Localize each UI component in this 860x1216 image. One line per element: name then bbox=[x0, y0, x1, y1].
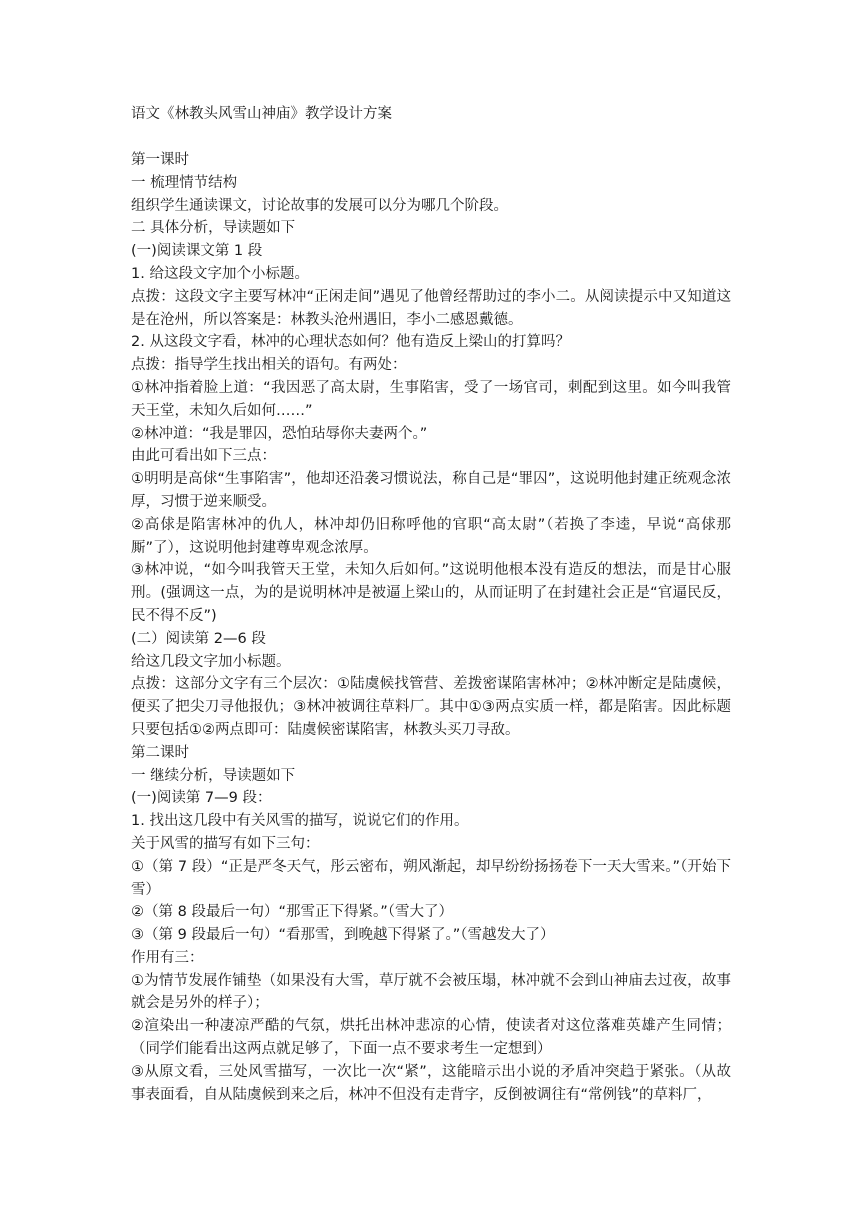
document-line: 给这几段文字加小标题。 bbox=[131, 653, 291, 670]
document-line: 1. 给这段文字加个小标题。 bbox=[131, 265, 309, 282]
document-line: 关于风雪的描写有如下三句： bbox=[131, 835, 320, 852]
document-line: 由此可看出如下三点： bbox=[131, 448, 276, 465]
document-line: ③（第 9 段最后一句）“看那雪，到晚越下得紧了。”（雪越发大了） bbox=[131, 927, 555, 944]
document-line: ①（第 7 段）“正是严冬天气，彤云密布，朔风渐起，却早纷纷扬扬卷下一天大雪来。”（开始下雪） bbox=[131, 858, 731, 898]
document-line: 组织学生通读课文，讨论故事的发展可以分为哪几个阶段。 bbox=[131, 197, 508, 214]
document-line: ①明明是高俅“生事陷害”，他却还沿袭习惯说法，称自己是“罪囚”，这说明他封建正统观念浓厚，习惯于逆来顺受。 bbox=[131, 471, 731, 510]
document-line: ②林冲道：“我是罪囚，恐怕玷辱你夫妻两个。” bbox=[131, 425, 428, 442]
document-line: ①为情节发展作铺垫（如果没有大雪，草厅就不会被压塌，林冲就不会到山神庙去过夜，故事就会是另外的样子）； bbox=[131, 972, 731, 1012]
document-line: (一)阅读第 7—9 段： bbox=[131, 790, 272, 807]
document-title: 语文《林教头风雪山神庙》教学设计方案 bbox=[131, 106, 392, 122]
document-line: 第二课时 bbox=[131, 744, 189, 761]
document-line: 作用有三： bbox=[131, 949, 204, 966]
document-line: 1. 找出这几段中有关风雪的描写，说说它们的作用。 bbox=[131, 813, 469, 830]
title-spacer bbox=[131, 125, 731, 149]
document-line: ②（第 8 段最后一句）“那雪正下得紧。”（雪大了） bbox=[131, 904, 453, 921]
document-line: ③从原文看，三处风雪描写，一次比一次“紧”，这能暗示出小说的矛盾冲突趋于紧张。（从故事表面看，自从陆虞候到来之后，林冲不但没有走背字，反倒被调往有“常例钱”的草料厂， bbox=[131, 1063, 731, 1103]
document-line: 点拨：这段文字主要写林冲“正闲走间”遇见了他曾经帮助过的李小二。从阅读提示中又知道这是在沧州，所以答案是：林教头沧州遇旧，李小二感恩戴德。 bbox=[131, 288, 731, 328]
document-line: (一)阅读课文第 1 段 bbox=[131, 243, 263, 260]
document-body bbox=[131, 149, 731, 1106]
document-line: 点拨：这部分文字有三个层次：①陆虞候找管营、差拨密谋陷害林冲；②林冲断定是陆虞候，便买了把尖刀寻他报仇；③林冲被调往草料厂。其中①③两点实质一样，都是陷害。因此标题只要包括①②两点即可：陆虞候密谋陷害，林教头买刀寻敌。 bbox=[131, 676, 731, 738]
document-line: ②渲染出一种凄凉严酷的气氛，烘托出林冲悲凉的心情，使读者对这位落难英雄产生同情；（同学们能看出这两点就足够了，下面一点不要求考生一定想到） bbox=[131, 1018, 731, 1058]
document-line: ②高俅是陷害林冲的仇人，林冲却仍旧称呼他的官职“高太尉”（若换了李逵，早说“高俅那厮”了），这说明他封建尊卑观念浓厚。 bbox=[131, 516, 731, 556]
document-page bbox=[131, 103, 731, 1106]
document-line: 点拨：指导学生找出相关的语句。有两处： bbox=[131, 357, 407, 374]
document-line: 第一课时 bbox=[131, 152, 189, 168]
document-line: ③林冲说，“如今叫我管天王堂，未知久后如何。”这说明他根本没有造反的想法，而是甘心服刑。(强调这一点，为的是说明林冲是被逼上梁山的，从而证明了在封建社会正是“官逼民反，民不得不反”) bbox=[131, 562, 731, 624]
document-line: (二）阅读第 2—6 段 bbox=[131, 630, 266, 647]
document-line: 一 继续分析，导读题如下 bbox=[131, 767, 296, 784]
document-line: 二 具体分析，导读题如下 bbox=[131, 220, 296, 237]
document-line: 2. 从这段文字看，林冲的心理状态如何？他有造反上梁山的打算吗？ bbox=[131, 334, 570, 351]
document-line: ①林冲指着脸上道：“我因恶了高太尉，生事陷害，受了一场官司，刺配到这里。如今叫我管天王堂，未知久后如何……” bbox=[131, 379, 731, 419]
document-line: 一 梳理情节结构 bbox=[131, 174, 238, 191]
